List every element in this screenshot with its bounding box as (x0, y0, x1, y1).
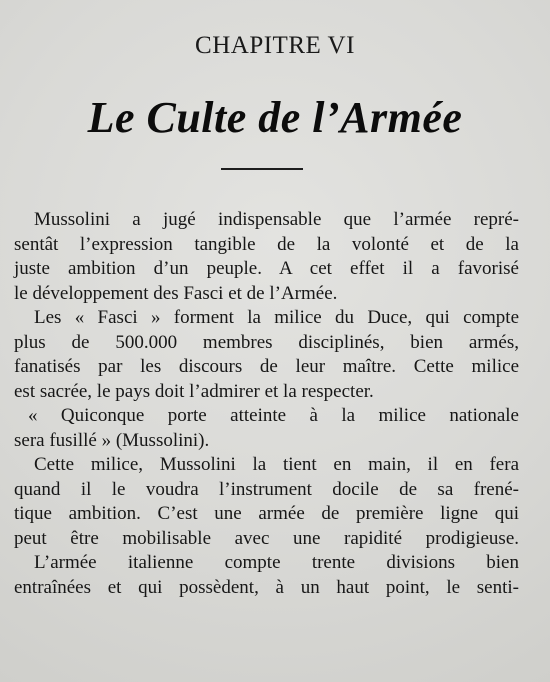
text-line: sentât l’expression tangible de la volonté et de la (14, 233, 519, 255)
text-line: sera fusillé » (Mussolini). (14, 429, 210, 451)
title-divider (221, 168, 303, 170)
text-line: L’armée italienne compte trente divisions bien (34, 552, 519, 573)
text-line: le développement des Fasci et de l’Armée. (14, 282, 338, 304)
text-line: peut être mobilisable avec une rapidité prodigieuse. (14, 527, 519, 549)
text-line: plus de 500.000 membres disciplinés, bien armés, (14, 331, 519, 353)
text-line: Mussolini a jugé indispensable que l’armée repré- (34, 209, 519, 230)
chapter-label: CHAPITRE VI (195, 32, 355, 59)
text-line: est sacrée, le pays doit l’admirer et la respecter. (14, 380, 374, 402)
text-line: « Quiconque porte atteinte à la milice nationale (28, 405, 519, 426)
text-line: juste ambition d’un peuple. A cet effet il a favorisé (14, 258, 519, 279)
text-line: entraînées et qui possèdent, à un haut point, le senti- (14, 576, 519, 598)
text-line: Les « Fasci » forment la milice du Duce, qui compte (34, 307, 519, 328)
text-line: quand il le voudra l’instrument docile de sa frené- (14, 478, 519, 500)
text-line: Cette milice, Mussolini la tient en main, il en fera (34, 454, 519, 475)
chapter-body (14, 208, 519, 600)
chapter-title: Le Culte de l’Armée (87, 93, 463, 142)
text-line: tique ambition. C’est une armée de première ligne qui (14, 503, 519, 524)
text-line: fanatisés par les discours de leur maître. Cette milice (14, 356, 519, 377)
